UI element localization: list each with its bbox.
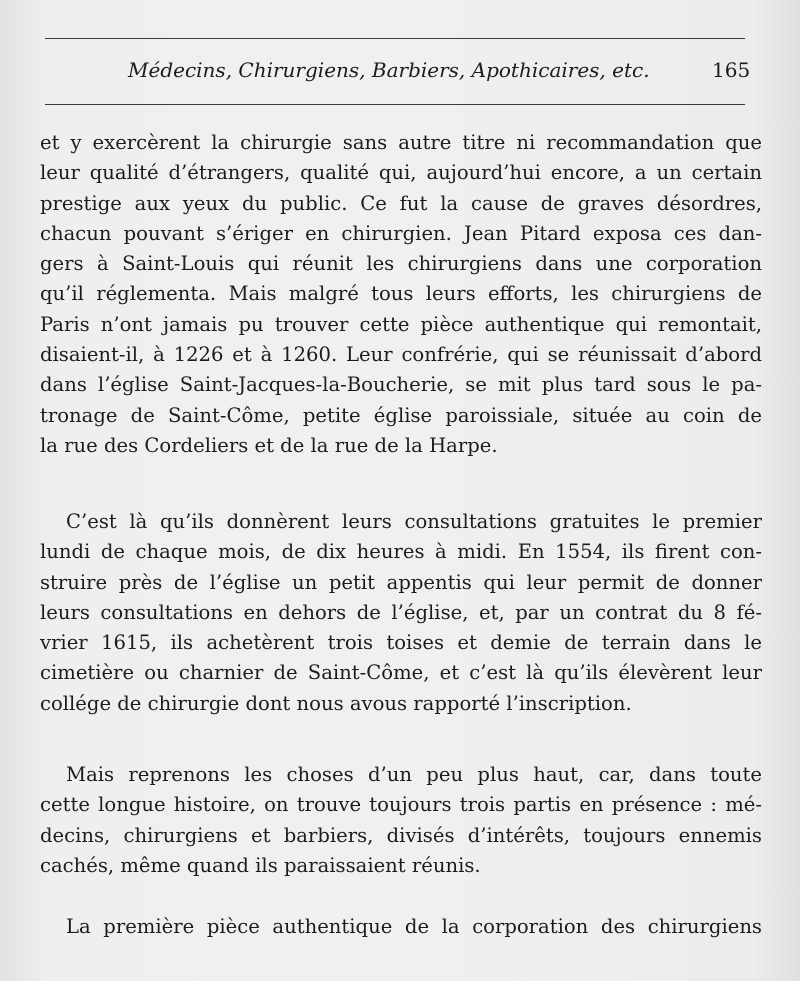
header-top-rule (45, 38, 745, 39)
text-line: decins, chirurgiens et barbiers, divisés d’intérêts, toujours ennemis (40, 823, 762, 847)
text-line: lundi de chaque mois, de dix heures à midi. En 1554, ils firent con- (40, 540, 762, 564)
text-line: chacun pouvant s’ériger en chirurgien. Jean Pitard exposa ces dan- (40, 221, 762, 245)
text-line: leur qualité d’étrangers, qualité qui, aujourd’hui encore, a un certain (40, 161, 762, 185)
header-bottom-rule (45, 104, 745, 105)
text-line: cimetière ou charnier de Saint-Côme, et c’est là qu’ils élevèrent leur (40, 661, 762, 685)
paragraph-4 (40, 912, 762, 942)
text-line: Paris n’ont jamais pu trouver cette pièce authentique qui remontait, (40, 312, 762, 336)
text-line: dans l’église Saint-Jacques-la-Boucherie, se mit plus tard sous le pa- (40, 373, 762, 397)
paragraph-2 (40, 507, 762, 719)
text-line: et y exercèrent la chirurgie sans autre titre ni recommandation que (40, 131, 762, 154)
text-line: prestige aux yeux du public. Ce fut la cause de graves désordres, (40, 191, 762, 215)
text-line: La première pièce authentique de la corporation des chirurgiens (66, 915, 762, 938)
text-line: leurs consultations en dehors de l’église, et, par un contrat du 8 fé- (40, 600, 762, 624)
text-line: Mais reprenons les choses d’un peu plus haut, car, dans toute (66, 763, 762, 786)
text-line: C’est là qu’ils donnèrent leurs consultations gratuites le premier (66, 510, 762, 533)
text-line: gers à Saint-Louis qui réunit les chirurgiens dans une corporation (40, 252, 762, 276)
text-line: struire près de l’église un petit appentis qui leur permit de donner (40, 570, 762, 594)
text-line: vrier 1615, ils achetèrent trois toises et demie de terrain dans le (40, 631, 762, 655)
paragraph-3 (40, 760, 762, 881)
text-line: collége de chirurgie dont nous avous rapporté l’inscription. (40, 691, 632, 715)
running-header (0, 55, 800, 89)
paragraph-1 (40, 128, 762, 461)
text-line: cachés, même quand ils paraissaient réunis. (40, 853, 481, 877)
text-line: cette longue histoire, on trouve toujours trois partis en présence : mé- (40, 793, 762, 817)
text-line: tronage de Saint-Côme, petite église paroissiale, située au coin de (40, 403, 762, 427)
text-line: disaient-il, à 1226 et à 1260. Leur confrérie, qui se réunissait d’abord (40, 343, 762, 367)
running-title: Médecins, Chirurgiens, Barbiers, Apothicaires, etc. (128, 58, 650, 82)
text-line: qu’il réglementa. Mais malgré tous leurs efforts, les chirurgiens de (40, 282, 762, 306)
page-number: 165 (712, 58, 751, 82)
text-line: la rue des Cordeliers et de la rue de la Harpe. (40, 433, 498, 457)
